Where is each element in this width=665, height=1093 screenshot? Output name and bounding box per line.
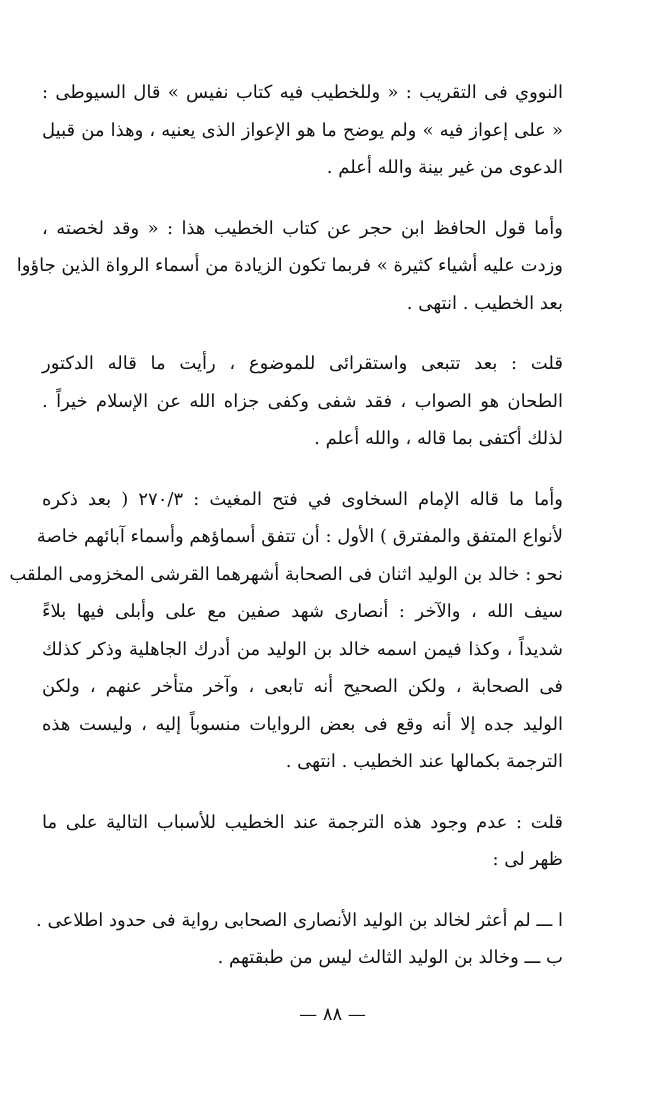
text-line: « على إعواز فيه » ولم يوضح ما هو الإعواز الذى يعنيه ، وهذا من قبيل (42, 119, 563, 141)
text-line: الترجمة بكمالها عند الخطيب . انتهى . (285, 751, 563, 772)
text-line: الطحان هو الصواب ، فقد شفى وكفى جزاه الله عن الإسلام خيراً . (42, 390, 563, 412)
text-line: ظهر لى : (492, 849, 563, 870)
page-number: — ٨٨ — (299, 1004, 366, 1025)
page-body (9, 74, 563, 1000)
text-line: ا ـــ لم أعثر لخالد بن الوليد الأنصارى الصحابى رواية فى حدود اطلاعى . (36, 909, 563, 931)
text-line: الوليد جده إلا أنه وقع فى بعض الروايات منسوباً إليه ، وليست هذه (42, 713, 563, 735)
text-line: فى الصحابة ، ولكن الصحيح أنه تابعى ، وآخر متأخر عنهم ، ولكن (42, 676, 563, 697)
text-line: نحو : خالد بن الوليد اثنان فى الصحابة أشهرهما القرشى المخزومى الملقب (9, 563, 563, 585)
text-line: وأما قول الحافظ ابن حجر عن كتاب الخطيب هذا : « وقد لخصته ، (42, 217, 563, 239)
paragraph-1 (42, 74, 563, 187)
text-line: شديداً ، وكذا فيمن اسمه خالد بن الوليد من أدرك الجاهلية وذكر كذلك (42, 638, 563, 660)
text-line: الدعوى من غير بينة والله أعلم . (326, 157, 563, 178)
text-line: قلت : بعد تتبعى واستقرائى للموضوع ، رأيت ما قاله الدكتور (42, 353, 563, 374)
text-line: قلت : عدم وجود هذه الترجمة عند الخطيب للأسباب التالية على ما (42, 811, 563, 833)
text-line: وزدت عليه أشياء كثيرة » فربما تكون الزيادة من أسماء الرواة الذين جاؤوا (16, 255, 563, 276)
paragraph-4 (9, 481, 563, 781)
text-line: ب ـــ وخالد بن الوليد الثالث ليس من طبقتهم . (217, 947, 563, 968)
text-line: لأنواع المتفق والمفترق ) الأول : أن تتفق أسماؤهم وأسماء آبائهم خاصة (36, 526, 563, 547)
paragraph-3 (42, 345, 563, 458)
paragraph-6 (36, 902, 563, 977)
paragraph-5 (42, 804, 563, 879)
text-line: النووي فى التقريب : « وللخطيب فيه كتاب نفيس » قال السيوطى : (42, 82, 563, 103)
text-line: وأما ما قاله الإمام السخاوى في فتح المغيث : ٢٧٠/٣ ( بعد ذكره (42, 488, 563, 510)
text-line: بعد الخطيب . انتهى . (406, 292, 563, 314)
text-line: سيف الله ، والآخر : أنصارى شهد صفين مع على وأبلى فيها بلاءً (42, 601, 563, 622)
paragraph-2 (16, 210, 563, 323)
text-line: لذلك أكتفى بما قاله ، والله أعلم . (314, 428, 563, 449)
